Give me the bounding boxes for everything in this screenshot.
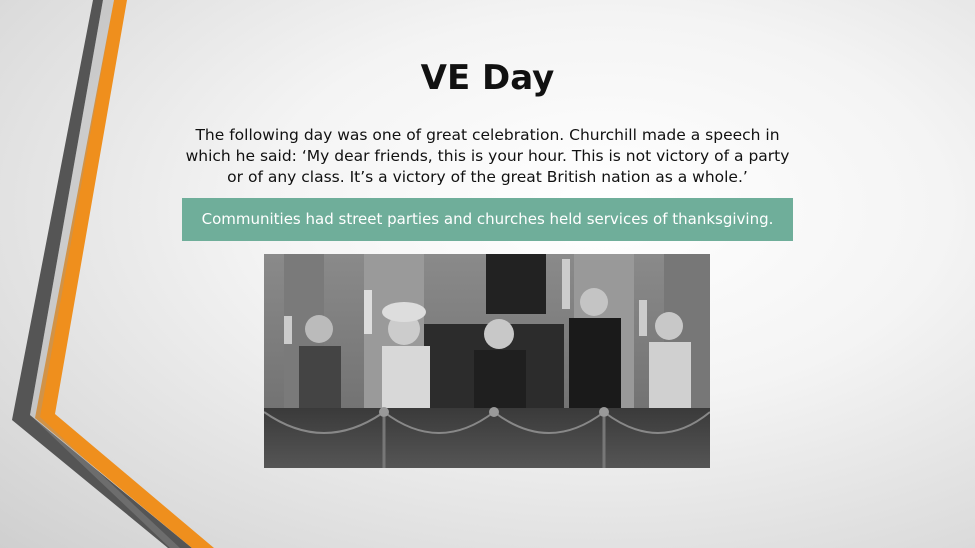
highlight-banner: Communities had street parties and churches held services of thanksgiving. <box>182 198 793 241</box>
historical-photo <box>264 254 710 468</box>
slide-title: VE Day <box>420 58 555 98</box>
slide-body-text: The following day was one of great celebration. Churchill made a speech in which he said: ‘My dear friends, this is your hour. This is not victory of a party or of any class. It’s a victory of the great British nation as a whole.’ <box>185 126 790 186</box>
